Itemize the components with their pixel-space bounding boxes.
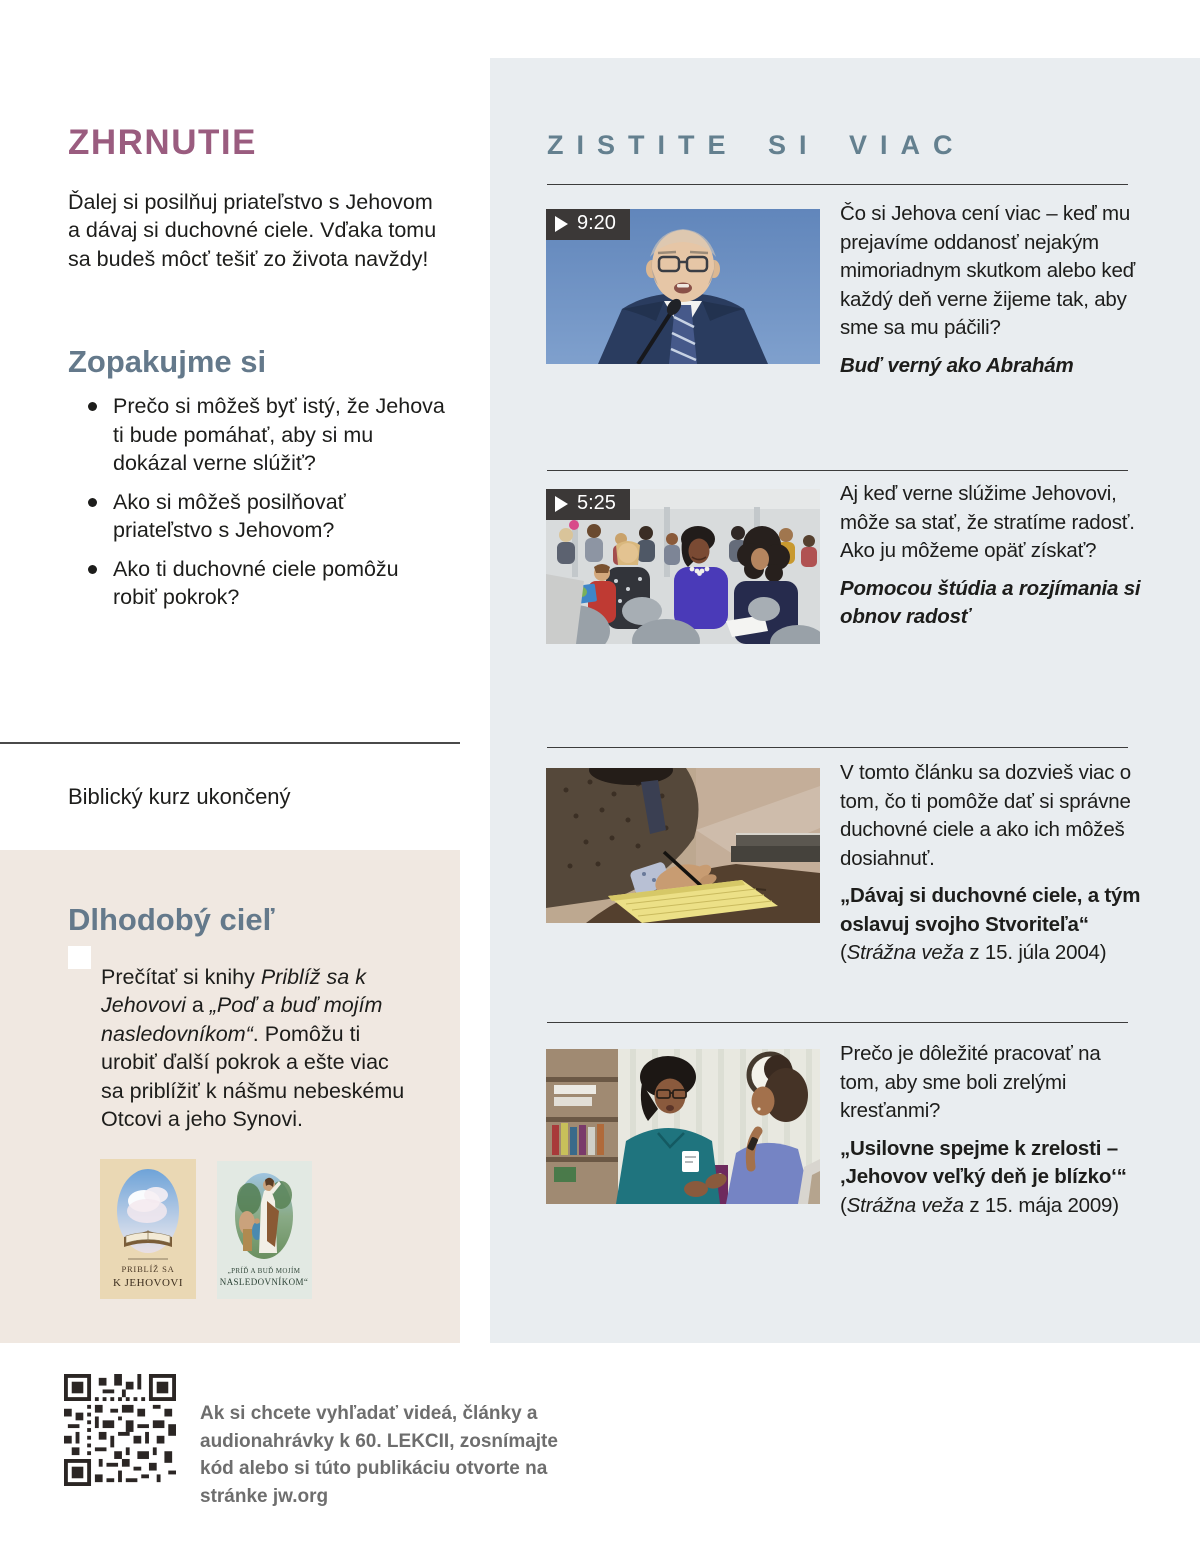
book1-title-line2: k Jehovovi	[112, 1277, 184, 1289]
video-duration: 5:25	[577, 492, 616, 514]
video-thumbnail-congregation[interactable]	[546, 489, 820, 644]
find-out-more-item	[840, 1040, 1142, 1220]
play-icon	[555, 496, 568, 512]
qr-caption: Ak si chcete vyhľadať videá, články a audionahrávky k 60. LEKCII, zosnímajte kód alebo si túto publikáciu otvorte na stránke jw.org	[200, 1403, 558, 1507]
book-cover-draw-close-to-jehovah	[100, 1159, 196, 1299]
review-question-text: Ako si môžeš posilňovať priateľstvo s Jehovom?	[113, 489, 346, 542]
separator	[547, 747, 1128, 748]
qr-code	[64, 1374, 176, 1486]
divider	[0, 742, 460, 744]
article-image-conversation[interactable]	[546, 1049, 820, 1204]
goal-checkbox[interactable]	[68, 946, 91, 969]
play-icon	[555, 216, 568, 232]
item-source: (Strážna veža z 15. mája 2009)	[840, 1193, 1119, 1217]
item-description: V tomto článku sa dozvieš viac o tom, čo ti pomôže dať si správne duchovné ciele a ako ich môžeš dosiahnuť.	[840, 761, 1131, 870]
book2-title-line1: „Príď a buď mojím	[227, 1267, 301, 1275]
long-term-goal-box	[0, 850, 460, 1343]
find-out-more-item	[840, 480, 1142, 632]
article-image-writing[interactable]	[546, 768, 820, 923]
separator	[547, 1022, 1128, 1023]
item-description: Aj keď verne slúžime Jehovovi, môže sa stať, že stratíme radosť. Ako ju môžeme opäť získať?	[840, 482, 1135, 562]
separator	[547, 470, 1128, 471]
goal-text: Prečítať si knihy Priblíž sa k Jehovovi a „Poď a buď mojím nasledovníkom“. Pomôžu ti urobiť ďalší pokrok a ešte viac sa priblížiť k nášmu nebeskému Otcovi a jeho Synovi.	[101, 964, 405, 1131]
panel-title: ZISTITE SI VIAC	[547, 130, 966, 161]
summary-text: Ďalej si posilňuj priateľstvo s Jehovom a dávaj si duchovné ciele. Vďaka tomu sa budeš môcť tešiť zo života navždy!	[68, 189, 437, 271]
bullet-icon	[88, 498, 97, 507]
review-question-text: Ako ti duchovné ciele pomôžu robiť pokrok?	[113, 556, 399, 609]
item-description: Čo si Jehova cení viac – keď mu prejavíme oddanosť nejakým mimoriadnym skutkom alebo keď každý deň verne žijeme tak, aby sme sa mu páčili?	[840, 202, 1136, 339]
book-cover-come-be-my-follower	[217, 1161, 312, 1299]
review-questions-list	[68, 392, 446, 622]
bullet-icon	[88, 565, 97, 574]
item-source: (Strážna veža z 15. júla 2004)	[840, 941, 1107, 964]
find-out-more-item	[840, 759, 1142, 968]
item-title-link[interactable]: „Dávaj si duchovné ciele, a tým oslavuj svojho Stvoriteľa“	[840, 884, 1141, 936]
item-title-link[interactable]: Buď verný ako Abrahám	[840, 353, 1074, 377]
find-out-more-item	[840, 200, 1142, 380]
video-duration: 9:20	[577, 212, 616, 234]
find-out-more-panel	[490, 58, 1200, 1343]
video-duration-badge	[546, 489, 630, 520]
item-title-link[interactable]: Pomocou štúdia a rozjímania si obnov radosť	[840, 576, 1141, 628]
video-duration-badge	[546, 209, 630, 240]
separator	[547, 184, 1128, 185]
course-status-label: Biblický kurz ukončený	[68, 784, 291, 809]
video-thumbnail-speaker[interactable]	[546, 209, 820, 364]
review-question	[68, 488, 446, 545]
item-description: Prečo je dôležité pracovať na tom, aby sme boli zrelými kresťanmi?	[840, 1042, 1101, 1122]
item-title-link[interactable]: „Usilovne spejme k zrelosti – ‚Jehovov veľký deň je blízko‘“	[840, 1136, 1127, 1188]
review-question	[68, 392, 446, 478]
summary-title: ZHRNUTIE	[68, 123, 257, 163]
book1-title-line1: Priblíž sa	[121, 1264, 175, 1274]
bullet-icon	[88, 402, 97, 411]
review-question-text: Prečo si môžeš byť istý, že Jehova ti bude pomáhať, aby si mu dokázal verne slúžiť?	[113, 394, 445, 475]
review-title: Zopakujme si	[68, 343, 267, 379]
review-question	[68, 555, 446, 612]
book2-title-line2: nasledovníkom“	[219, 1277, 309, 1287]
goal-title: Dlhodobý cieľ	[68, 901, 275, 937]
